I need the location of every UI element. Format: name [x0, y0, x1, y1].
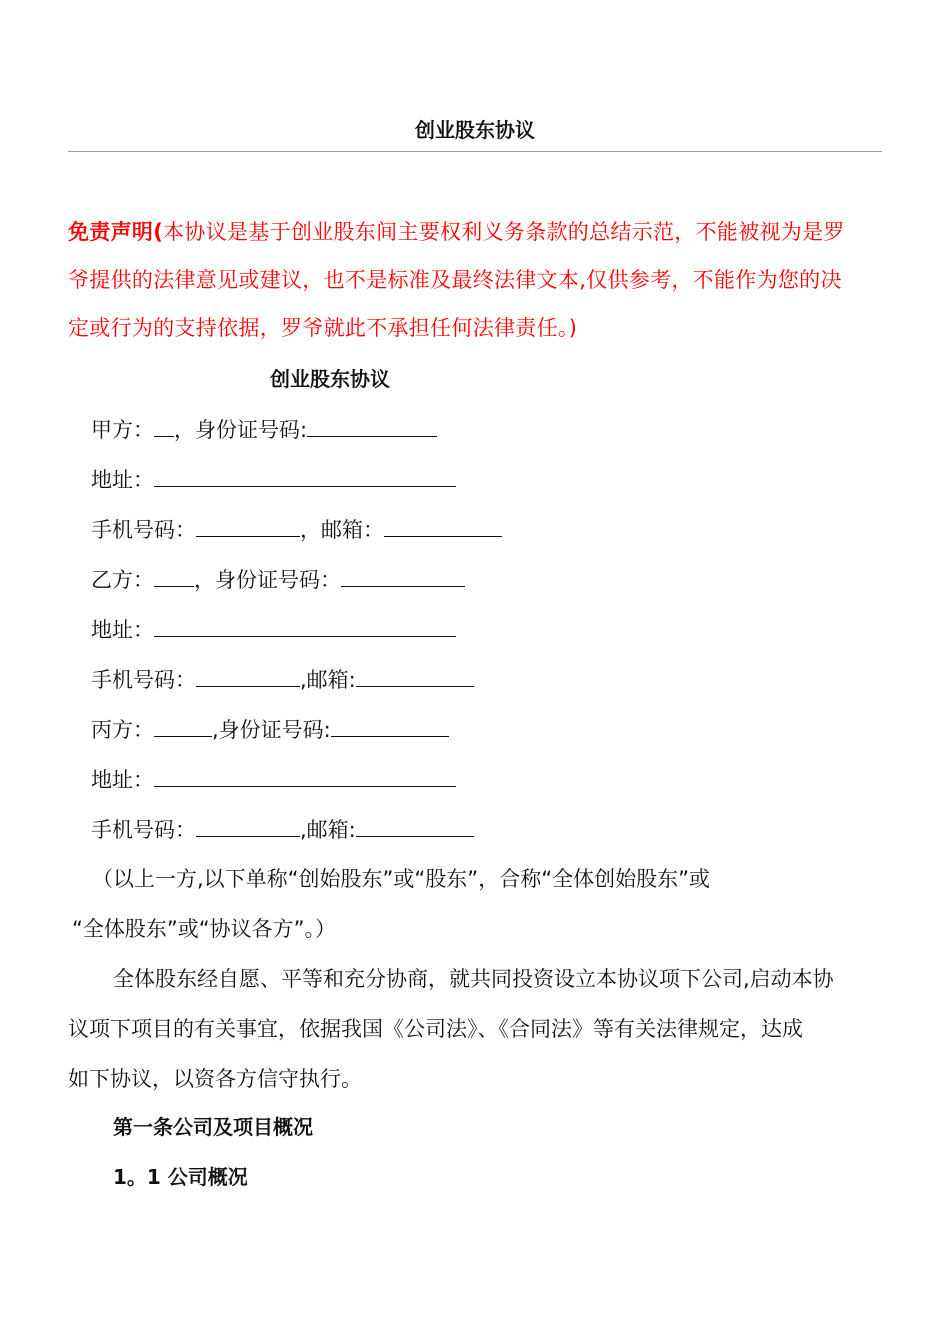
party-b-phone-blank[interactable]	[196, 664, 300, 687]
party-c-contact-row	[91, 814, 474, 845]
party-c-id-label: ,身份证号码:	[212, 718, 331, 742]
party-b-address-label: 地址：	[91, 618, 154, 642]
party-b-contact-row	[91, 664, 474, 695]
disclaimer-block	[68, 208, 884, 352]
party-a-name-blank[interactable]	[154, 414, 174, 437]
disclaimer-line-2: 爷提供的法律意见或建议，也不是标准及最终法律文本,仅供参考，不能作为您的决	[68, 268, 842, 292]
party-b-id-label: ，身份证号码：	[194, 568, 341, 592]
running-header-title: 创业股东协议	[415, 118, 535, 142]
party-c-email-label: ,邮箱:	[300, 818, 356, 842]
party-c-phone-label: 手机号码：	[91, 818, 196, 842]
note-line-1: （以上一方,以下单称“创始股东”或“股东”，合称“全体创始股东”或	[92, 867, 710, 891]
party-c-address-blank[interactable]	[154, 764, 456, 787]
party-a-contact-row	[91, 514, 502, 545]
party-a-email-label: ，邮箱：	[300, 518, 384, 542]
party-b-id-blank[interactable]	[341, 564, 465, 587]
intro-line-1: 全体股东经自愿、平等和充分协商，就共同投资设立本协议项下公司,启动本协	[113, 967, 834, 991]
note-line-2: “全体股东”或“协议各方”。）	[72, 917, 337, 941]
party-a-phone-blank[interactable]	[196, 514, 300, 537]
party-b-phone-label: 手机号码：	[91, 668, 196, 692]
party-a-name-label: 甲方：	[91, 418, 154, 442]
intro-line-2: 议项下项目的有关事宜，依据我国《公司法》、《合同法》等有关法律规定，达成	[68, 1017, 803, 1041]
party-a-address-blank[interactable]	[154, 464, 456, 487]
party-c-name-row	[91, 714, 449, 745]
party-c-email-blank[interactable]	[356, 814, 474, 837]
party-b-address-row	[91, 614, 456, 645]
section-1-1-heading: 1。1 公司概况	[113, 1165, 248, 1189]
disclaimer-text-1: 本协议是基于创业股东间主要权利义务条款的总结示范，不能被视为是罗	[163, 220, 845, 244]
disclaimer-label: 免责声明(	[68, 220, 164, 244]
party-c-address-row	[91, 764, 456, 795]
section-1-heading: 第一条公司及项目概况	[113, 1115, 313, 1139]
party-a-email-blank[interactable]	[384, 514, 502, 537]
party-b-email-label: ,邮箱:	[300, 668, 356, 692]
party-c-name-blank[interactable]	[154, 714, 212, 737]
party-b-email-blank[interactable]	[356, 664, 474, 687]
party-a-id-label: ，身份证号码:	[174, 418, 308, 442]
party-b-name-blank[interactable]	[154, 564, 194, 587]
party-a-address-row	[91, 464, 456, 495]
party-c-phone-blank[interactable]	[196, 814, 300, 837]
party-b-name-label: 乙方：	[91, 568, 154, 592]
party-a-address-label: 地址：	[91, 468, 154, 492]
document-title: 创业股东协议	[270, 367, 390, 391]
intro-line-3: 如下协议，以资各方信守执行。	[68, 1067, 362, 1091]
party-c-address-label: 地址：	[91, 768, 154, 792]
party-a-id-blank[interactable]	[307, 414, 437, 437]
header-divider	[68, 151, 882, 152]
party-a-name-row	[91, 414, 437, 445]
disclaimer-line-1	[68, 208, 884, 256]
disclaimer-line-3: 定或行为的支持依据，罗爷就此不承担任何法律责任。)	[68, 316, 578, 340]
party-c-id-blank[interactable]	[331, 714, 449, 737]
party-b-address-blank[interactable]	[154, 614, 456, 637]
party-c-name-label: 丙方：	[91, 718, 154, 742]
party-a-phone-label: 手机号码：	[91, 518, 196, 542]
party-b-name-row	[91, 564, 465, 595]
